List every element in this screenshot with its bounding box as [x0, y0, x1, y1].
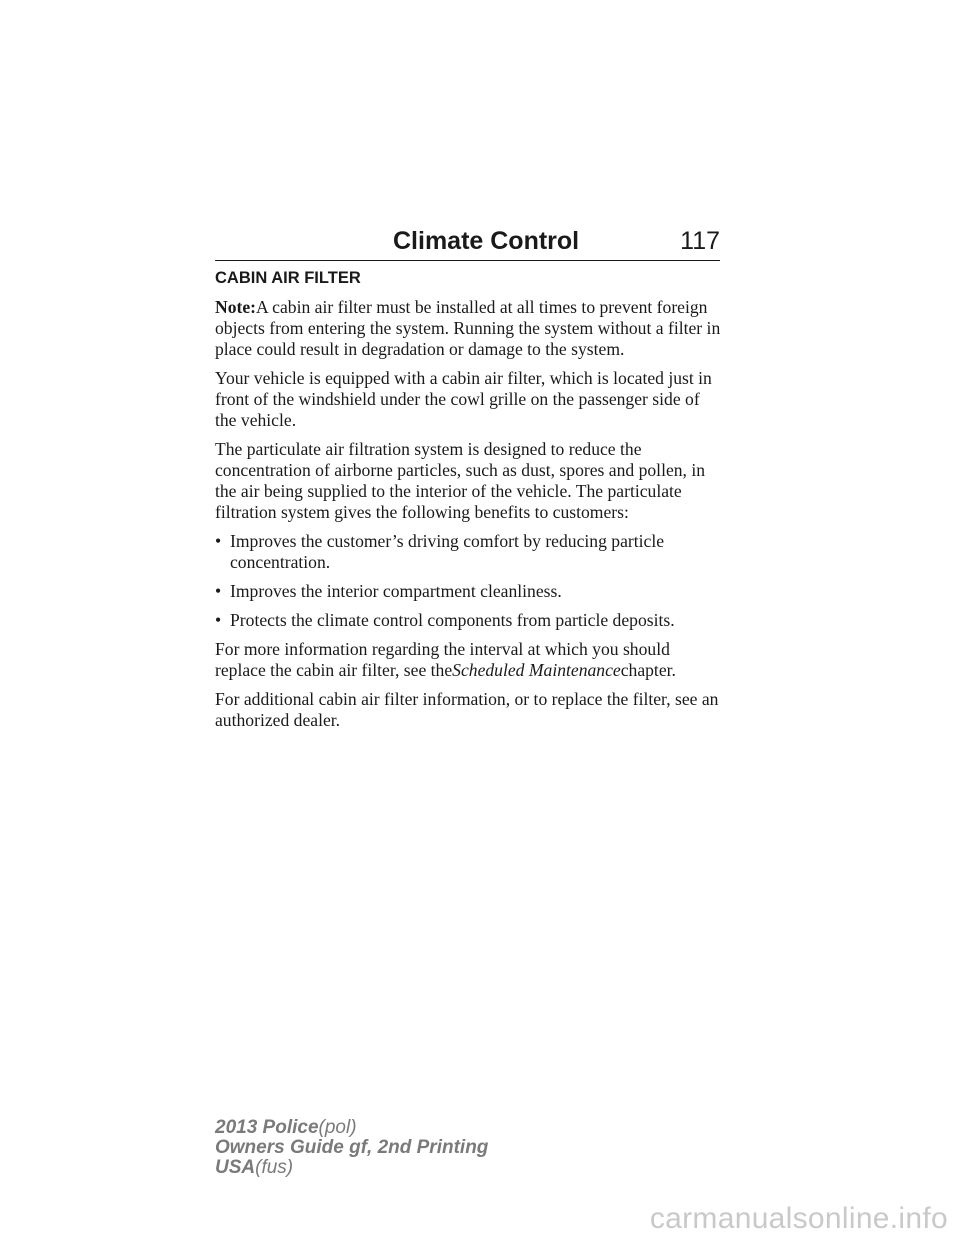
footer-line-2: Owners Guide gf, 2nd Printing	[215, 1137, 489, 1158]
note-text: A cabin air filter must be installed at all times to prevent foreign objects from entering the system. Running the system without a filter in place could result in degradation or damage to the system.	[215, 297, 721, 359]
footer-model: 2013 Police	[215, 1117, 319, 1138]
list-item	[215, 531, 725, 573]
filtration-system-paragraph: The particulate air filtration system is designed to reduce the concentration of airborne particles, such as dust, spores and pollen, in the air being supplied to the interior of the vehicle. The particulate filtration system gives the following benefits to customers:	[215, 439, 706, 522]
footer-market: USA	[215, 1157, 256, 1178]
footer-line-3	[215, 1158, 488, 1178]
list-item-text: Improves the customer’s driving comfort by reducing particle concentration.	[230, 531, 665, 572]
list-item-text: Improves the interior compartment cleanliness.	[230, 581, 562, 601]
site-watermark: carmanualsonline.info	[649, 1202, 948, 1235]
footer-model-code: (pol)	[318, 1117, 357, 1138]
page-content	[215, 268, 725, 739]
chapter-title: Climate Control	[393, 227, 580, 255]
bullet-icon: •	[215, 531, 222, 551]
section-heading: CABIN AIR FILTER	[215, 269, 361, 287]
bullet-icon: •	[215, 610, 222, 630]
document-footer	[215, 1118, 488, 1178]
list-item	[215, 610, 725, 631]
bullet-icon: •	[215, 581, 222, 601]
list-item	[215, 581, 725, 602]
list-item-text: Protects the climate control components from particle deposits.	[230, 610, 675, 630]
benefits-list	[215, 531, 725, 631]
header-divider	[215, 260, 720, 261]
note-label: Note:	[215, 297, 257, 317]
filter-location-paragraph: Your vehicle is equipped with a cabin air filter, which is located just in front of the windshield under the cowl grille on the passenger side of the vehicle.	[215, 368, 712, 430]
replacement-interval-paragraph	[215, 639, 725, 681]
note-paragraph	[215, 297, 725, 360]
interval-text-after: chapter.	[620, 660, 676, 680]
interval-text-before: For more information regarding the interval at which you should replace the cabin air filter, see the	[215, 639, 670, 680]
page-number: 117	[680, 227, 720, 255]
footer-market-code: (fus)	[255, 1157, 294, 1178]
footer-line-1	[215, 1118, 488, 1138]
dealer-paragraph: For additional cabin air filter information, or to replace the filter, see an authorized dealer.	[215, 689, 719, 730]
chapter-reference: Scheduled Maintenance	[452, 660, 621, 680]
